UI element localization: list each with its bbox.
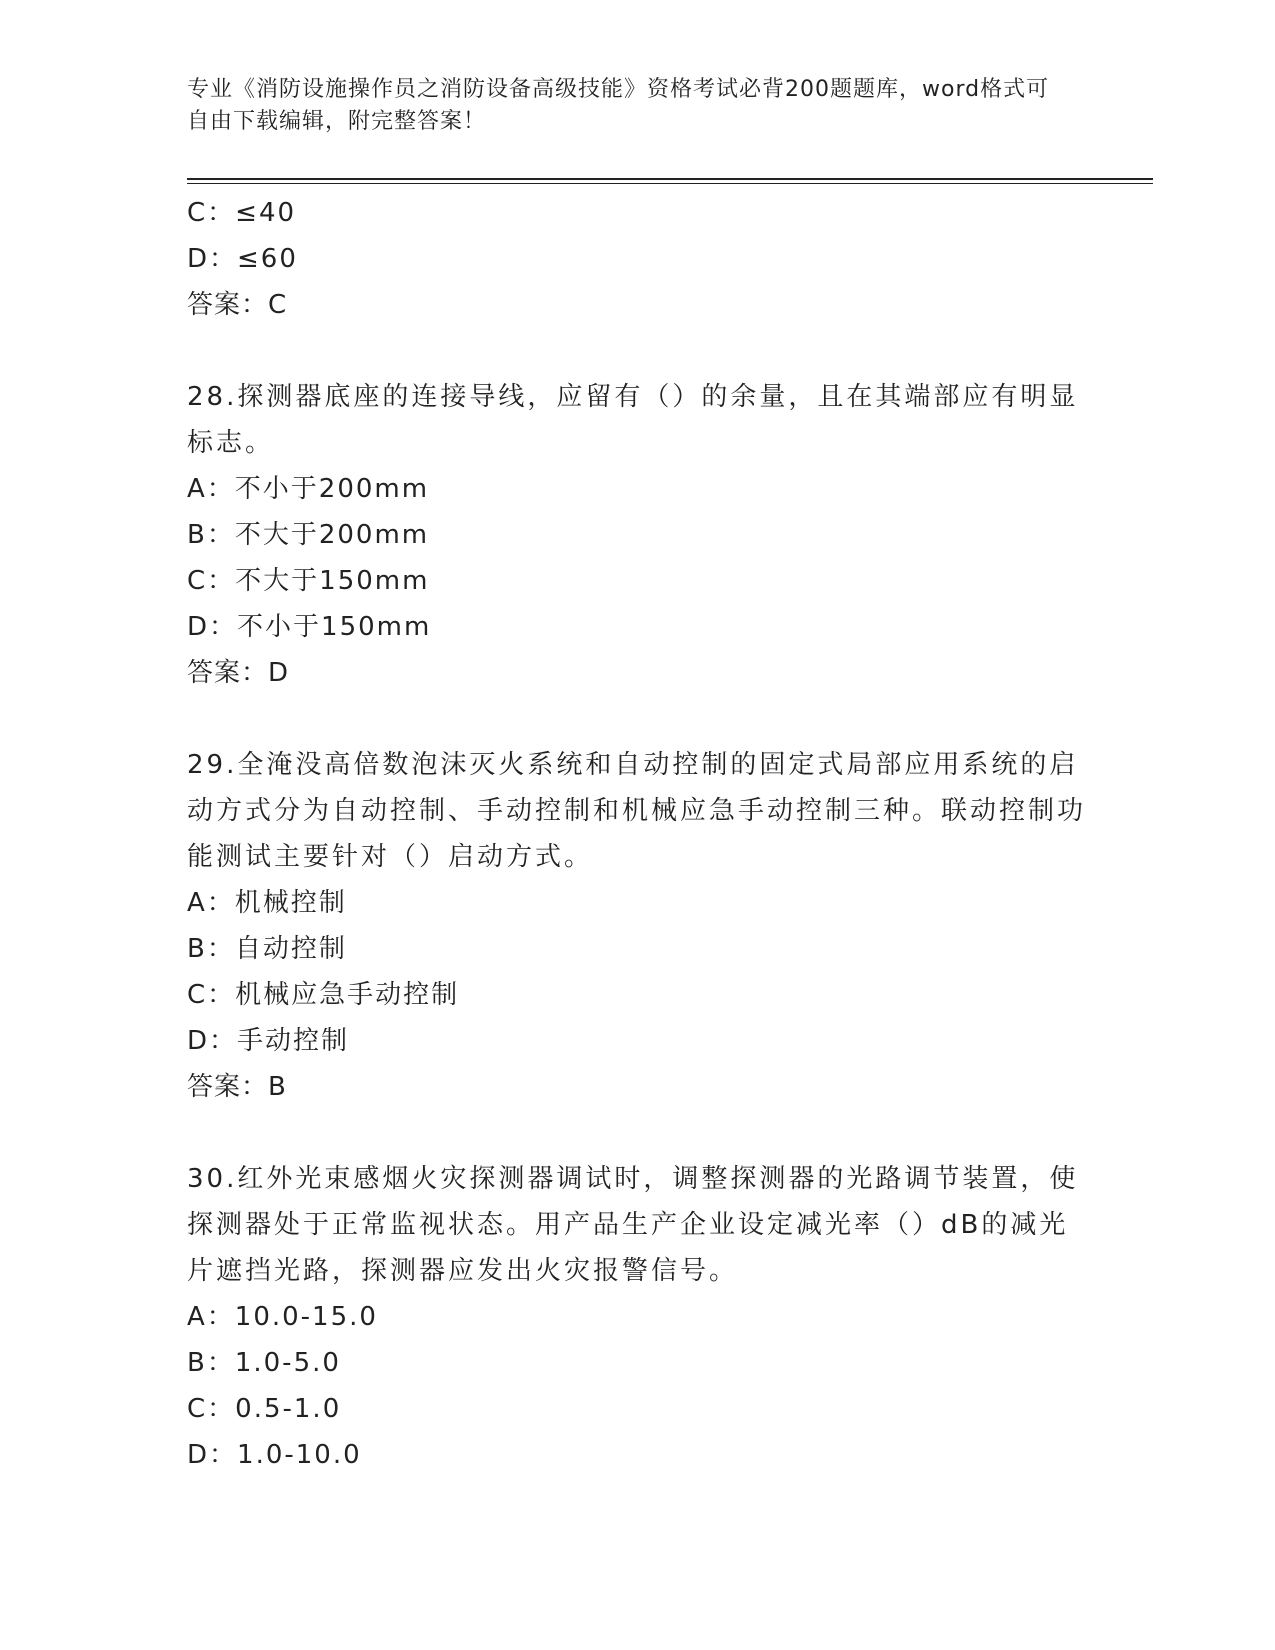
question-30 <box>187 1156 1087 1478</box>
option-d: D：≤60 <box>187 244 298 274</box>
option-a: A：不小于200mm <box>187 474 430 504</box>
question-list <box>187 190 1087 1478</box>
spacer <box>187 1110 1087 1156</box>
option-c: C：不大于150mm <box>187 566 430 596</box>
option-a: A：机械控制 <box>187 888 347 918</box>
option-d: D：1.0-10.0 <box>187 1440 362 1470</box>
header-divider-thin <box>187 183 1153 184</box>
answer-line: 答案：B <box>187 1072 287 1102</box>
question-28 <box>187 374 1087 696</box>
question-text: 28.探测器底座的连接导线，应留有（）的余量，且在其端部应有明显标志。 <box>187 382 1079 458</box>
option-c: C：0.5-1.0 <box>187 1394 342 1424</box>
question-text: 29.全淹没高倍数泡沫灭火系统和自动控制的固定式局部应用系统的启动方式分为自动控制、手动控制和机械应急手动控制三种。联动控制功能测试主要针对（）启动方式。 <box>187 750 1087 872</box>
question-29 <box>187 742 1087 1110</box>
option-b: B：1.0-5.0 <box>187 1348 341 1378</box>
option-b: B：不大于200mm <box>187 520 430 550</box>
spacer <box>187 328 1087 374</box>
option-c: C：≤40 <box>187 198 297 228</box>
header-divider-thick <box>187 178 1153 180</box>
option-d: D：手动控制 <box>187 1026 350 1056</box>
option-a: A：10.0-15.0 <box>187 1302 378 1332</box>
answer-line: 答案：D <box>187 658 290 688</box>
document-header: 专业《消防设施操作员之消防设备高级技能》资格考试必背200题题库，word格式可自由下载编辑，附完整答案！ <box>187 77 1050 134</box>
answer-line: 答案：C <box>187 290 288 320</box>
option-d: D：不小于150mm <box>187 612 432 642</box>
question-27-tail <box>187 190 1087 328</box>
option-c: C：机械应急手动控制 <box>187 980 460 1010</box>
option-b: B：自动控制 <box>187 934 347 964</box>
spacer <box>187 696 1087 742</box>
question-text: 30.红外光束感烟火灾探测器调试时，调整探测器的光路调节装置，使探测器处于正常监视状态。用产品生产企业设定减光率（）dB的减光片遮挡光路，探测器应发出火灾报警信号。 <box>187 1164 1079 1286</box>
